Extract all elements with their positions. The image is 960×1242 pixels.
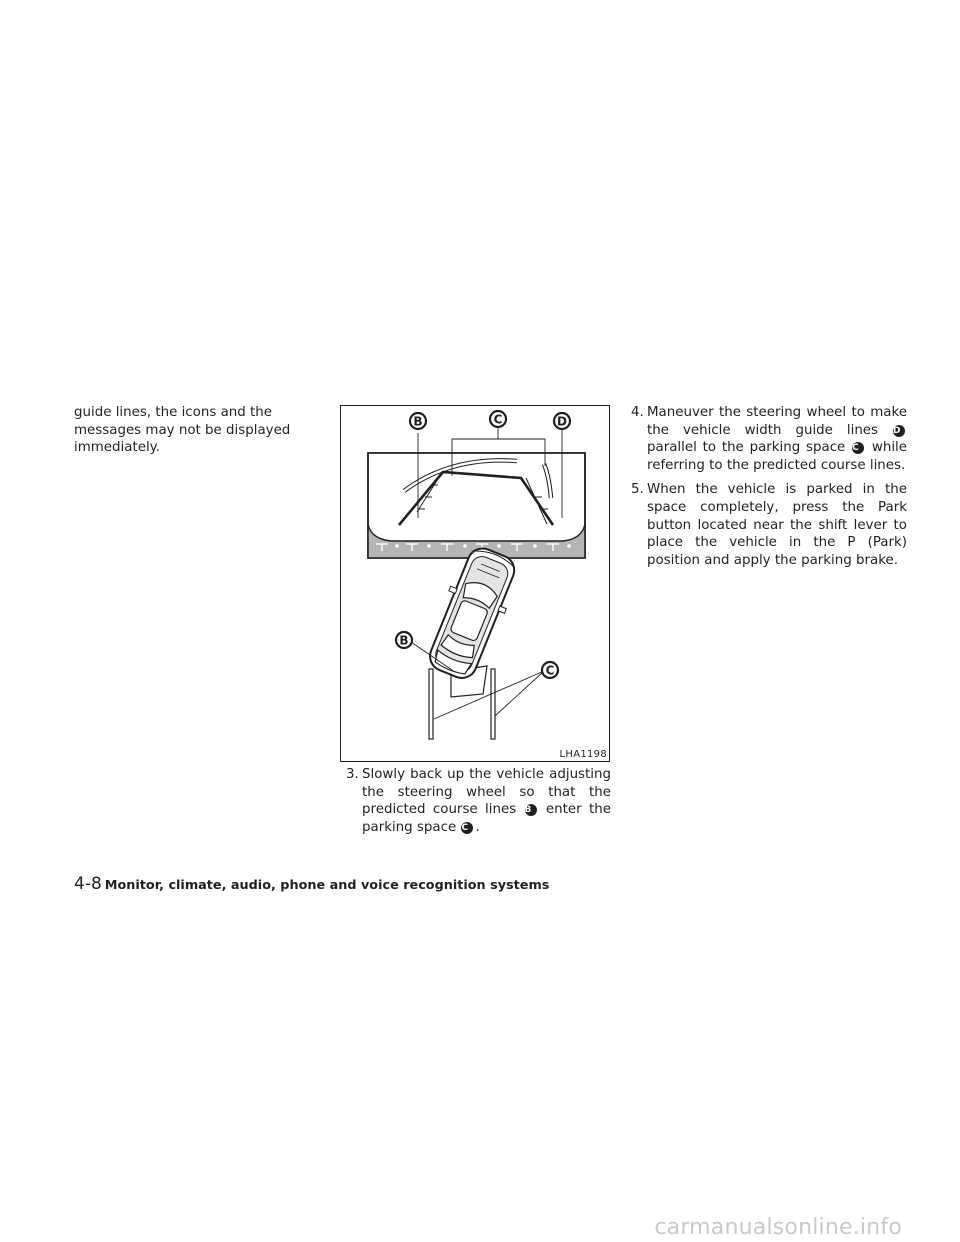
callout-b-icon: B [525,804,537,816]
intro-paragraph [74,404,330,457]
top-label-b: B [413,414,423,429]
steps-column [631,404,907,569]
step-text: parallel to the parking space [647,440,846,456]
page-number: 4-8 [74,874,102,894]
top-callout-c [490,411,506,427]
section-title: Monitor, climate, audio, phone and voice recognition systems [104,878,550,893]
monitor-screen [368,426,585,558]
top-label-c: C [493,412,503,427]
callout-c-icon: C [852,442,864,454]
top-callout-b [410,413,426,429]
step-text: When the vehicle is parked in the space completely, press the Park button located near the shift lever to place the vehicle in the P (Park) position and apply the parking brake. [647,482,907,568]
step-5 [631,481,907,569]
step-number: 4. [631,405,644,420]
bottom-callout-b [396,632,412,648]
parking-scene [411,542,544,739]
callout-c-icon: C [461,822,473,834]
step-text: enter the parking space [362,802,611,835]
callout-d-icon: D [893,425,905,437]
bottom-label-b: B [399,633,409,648]
step-text: Slowly back up the vehicle adjusting the steering wheel so that the predicted course lines [362,767,611,818]
step-3 [346,766,611,836]
bottom-label-c: C [545,663,555,678]
step-text: Maneuver the steering wheel to make the vehicle width guide lines [647,405,907,438]
rear-camera-illustration [340,405,610,762]
page-footer [74,874,549,894]
top-label-d: D [557,414,567,429]
step-text: . [475,819,480,835]
intro-text: guide lines, the icons and the messages may not be displayed immediately. [74,405,291,456]
watermark: carmanualsonline.info [654,1215,902,1240]
step-text: while referring to the predicted course lines. [647,440,907,473]
top-callout-d [554,413,570,429]
step-4 [631,404,907,474]
figure-id: LHA1198 [559,749,607,760]
bottom-callout-c [542,662,558,678]
figure-drawing [341,406,611,763]
step-number: 5. [631,482,644,498]
step-number: 3. [346,767,359,782]
